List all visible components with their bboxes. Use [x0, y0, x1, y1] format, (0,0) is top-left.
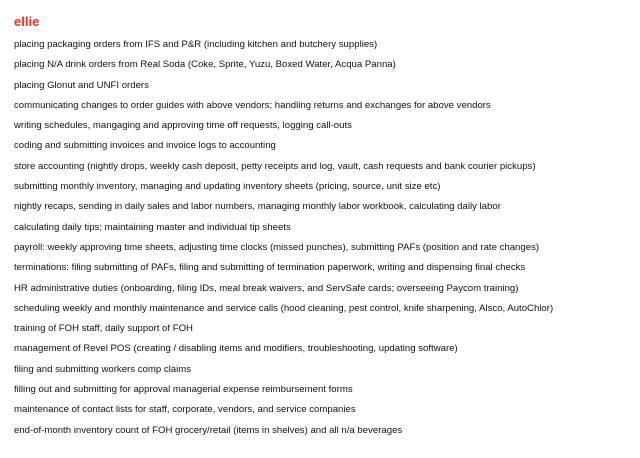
task-item: terminations: filing submitting of PAFs, filing and submitting of termination paperwork, writing and dispensing final checks: [14, 262, 526, 274]
task-item: nightly recaps, sending in daily sales and labor numbers, managing monthly labor workbook, calculating daily labor: [14, 201, 501, 213]
task-item: placing packaging orders from IFS and P&R (including kitchen and butchery supplies): [14, 39, 378, 50]
task-item: filing and submitting workers comp claims: [14, 363, 192, 375]
task-item: submitting monthly inventory, managing and updating inventory sheets (pricing, source, unit size etc): [14, 181, 441, 193]
task-item: placing Glonut and UNFI orders: [14, 79, 149, 91]
page-title: ellie: [14, 14, 40, 29]
task-item: writing schedules, mangaging and approving time off requests, logging call-outs: [14, 120, 352, 132]
task-item: payroll: weekly approving time sheets, adjusting time clocks (missed punches), submitting PAFs (position and rate changes): [14, 241, 540, 253]
task-list: [14, 35, 640, 441]
task-item: placing N/A drink orders from Real Soda (Coke, Sprite, Yuzu, Boxed Water, Acqua Panna): [14, 59, 396, 71]
task-item: end-of-month inventory count of FOH grocery/retail (items in shelves) and all n/a beverages: [14, 424, 403, 436]
task-item: management of Revel POS (creating / disabling items and modifiers, troubleshooting, updating software): [14, 343, 458, 355]
task-item: communicating changes to order guides with above vendors; handling returns and exchanges for above vendors: [14, 99, 491, 111]
task-item: maintenance of contact lists for staff, corporate, vendors, and service companies: [14, 404, 356, 416]
task-item: store accounting (nightly drops, weekly cash deposit, petty receipts and log, vault, cash requests and bank courier pickups): [14, 160, 536, 172]
task-item: filling out and submitting for approval managerial expense reimbursement forms: [14, 384, 353, 396]
task-item: scheduling weekly and monthly maintenance and service calls (hood cleaning, pest control, knife sharpening, Alsco, AutoChlor): [14, 302, 554, 314]
task-item: HR administrative duties (onboarding, filing IDs, meal break waivers, and ServSafe cards; overseeing Paycom training): [14, 282, 519, 294]
task-item: coding and submitting invoices and invoice logs to accounting: [14, 140, 276, 152]
task-item: calculating daily tips; maintaining master and individual tip sheets: [14, 221, 291, 233]
task-item: training of FOH staff, daily support of FOH: [14, 323, 193, 335]
